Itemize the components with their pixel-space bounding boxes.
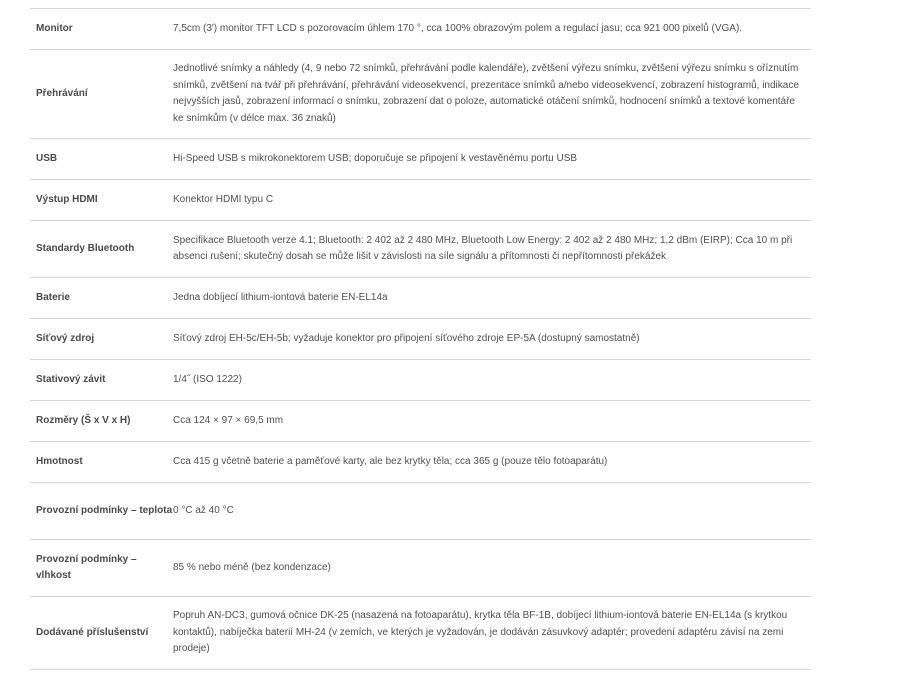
spec-row-usb xyxy=(30,139,811,180)
spec-value: Specifikace Bluetooth verze 4.1; Bluetooth: 2 402 až 2 480 MHz, Bluetooth Low Energy: 2 402 až 2 480 MHz; 1,2 dBm (EIRP); Cca 10 m při absenci rušení; skutečný dosah se může lišit v závislosti na síle signálu a přítomnosti či nepřítomnosti překážek xyxy=(173,234,793,262)
spec-label: Monitor xyxy=(36,23,73,34)
spec-table xyxy=(30,8,811,670)
spec-row-monitor xyxy=(30,9,811,50)
spec-label: Dodávané příslušenství xyxy=(36,627,149,638)
spec-label: USB xyxy=(36,153,58,164)
spec-label: Přehrávání xyxy=(36,88,88,99)
spec-label: Provozní podmínky – teplota xyxy=(36,505,173,516)
spec-value: Jedna dobíjecí lithium-iontová baterie EN-EL14a xyxy=(173,291,388,303)
spec-value: Cca 415 g včetně baterie a paměťové karty, ale bez krytky těla; cca 365 g (pouze tělo fotoaparátu) xyxy=(173,455,608,467)
spec-row-tripod-socket xyxy=(30,360,811,401)
spec-value: 7,5cm (3′) monitor TFT LCD s pozorovacím úhlem 170 °, cca 100% obrazovým polem a regulací jasu; cca 921 000 pixelů (VGA). xyxy=(173,22,743,34)
spec-row-operating-humidity xyxy=(30,540,811,597)
spec-row-hdmi xyxy=(30,180,811,221)
spec-value: Cca 124 × 97 × 69,5 mm xyxy=(173,414,284,426)
spec-value: 1/4˝ (ISO 1222) xyxy=(173,373,242,385)
spec-row-weight xyxy=(30,442,811,483)
spec-row-dimensions xyxy=(30,401,811,442)
spec-label: Standardy Bluetooth xyxy=(36,243,135,254)
spec-label: Hmotnost xyxy=(36,456,83,467)
spec-label: Baterie xyxy=(36,292,70,303)
spec-row-operating-temperature xyxy=(30,483,811,540)
spec-label: Provozní podmínky – vlhkost xyxy=(36,554,137,581)
spec-value: Popruh AN-DC3, gumová očnice DK-25 (nasazená na fotoaparátu), krytka těla BF-1B, dobíjecí lithium-iontová baterie EN-EL14a (s krytkou kontaktů), nabíječka baterií MH-24 (v zemích, ve kterých je vyžadován, je dodáván zásuvkový adaptér; provedení adaptéru závisí na zemi prodeje) xyxy=(173,610,788,655)
spec-row-supplied-accessories xyxy=(30,597,811,670)
spec-row-battery xyxy=(30,278,811,319)
spec-value: 0 °C až 40 °C xyxy=(173,504,234,516)
spec-row-bluetooth xyxy=(30,221,811,278)
spec-value: Konektor HDMI typu C xyxy=(173,193,274,205)
spec-label: Síťový zdroj xyxy=(36,333,95,344)
spec-label: Stativový závit xyxy=(36,374,106,385)
spec-value: Síťový zdroj EH-5c/EH-5b; vyžaduje konektor pro připojení síťového zdroje EP-5A (dostupný samostatně) xyxy=(173,332,640,344)
spec-label: Výstup HDMI xyxy=(36,194,98,205)
spec-value: Hi-Speed USB s mikrokonektorem USB; doporučuje se připojení k vestavěnému portu USB xyxy=(173,152,578,164)
spec-label: Rozměry (Š x V x H) xyxy=(36,415,131,426)
spec-value: 85 % nebo méně (bez kondenzace) xyxy=(173,561,331,573)
spec-value: Jednotlivé snímky a náhledy (4, 9 nebo 72 snímků, přehrávání podle kalendáře), zvětšení výřezu snímku, zvětšení výřezu snímku s oříznutím snímků, zvětšení na tvář při přehrávání, přehrávání videosekvencí, prezentace snímků a/nebo videosekvencí, zobrazení histogramů, indikace nejvyšších jasů, zobrazení informací o snímku, zobrazení dat o poloze, automatické otáčení snímků, hodnocení snímků a textové komentáře ke snímkům (v délce max. 36 znaků) xyxy=(173,63,799,124)
spec-row-ac-adapter xyxy=(30,319,811,360)
spec-row-playback xyxy=(30,50,811,139)
